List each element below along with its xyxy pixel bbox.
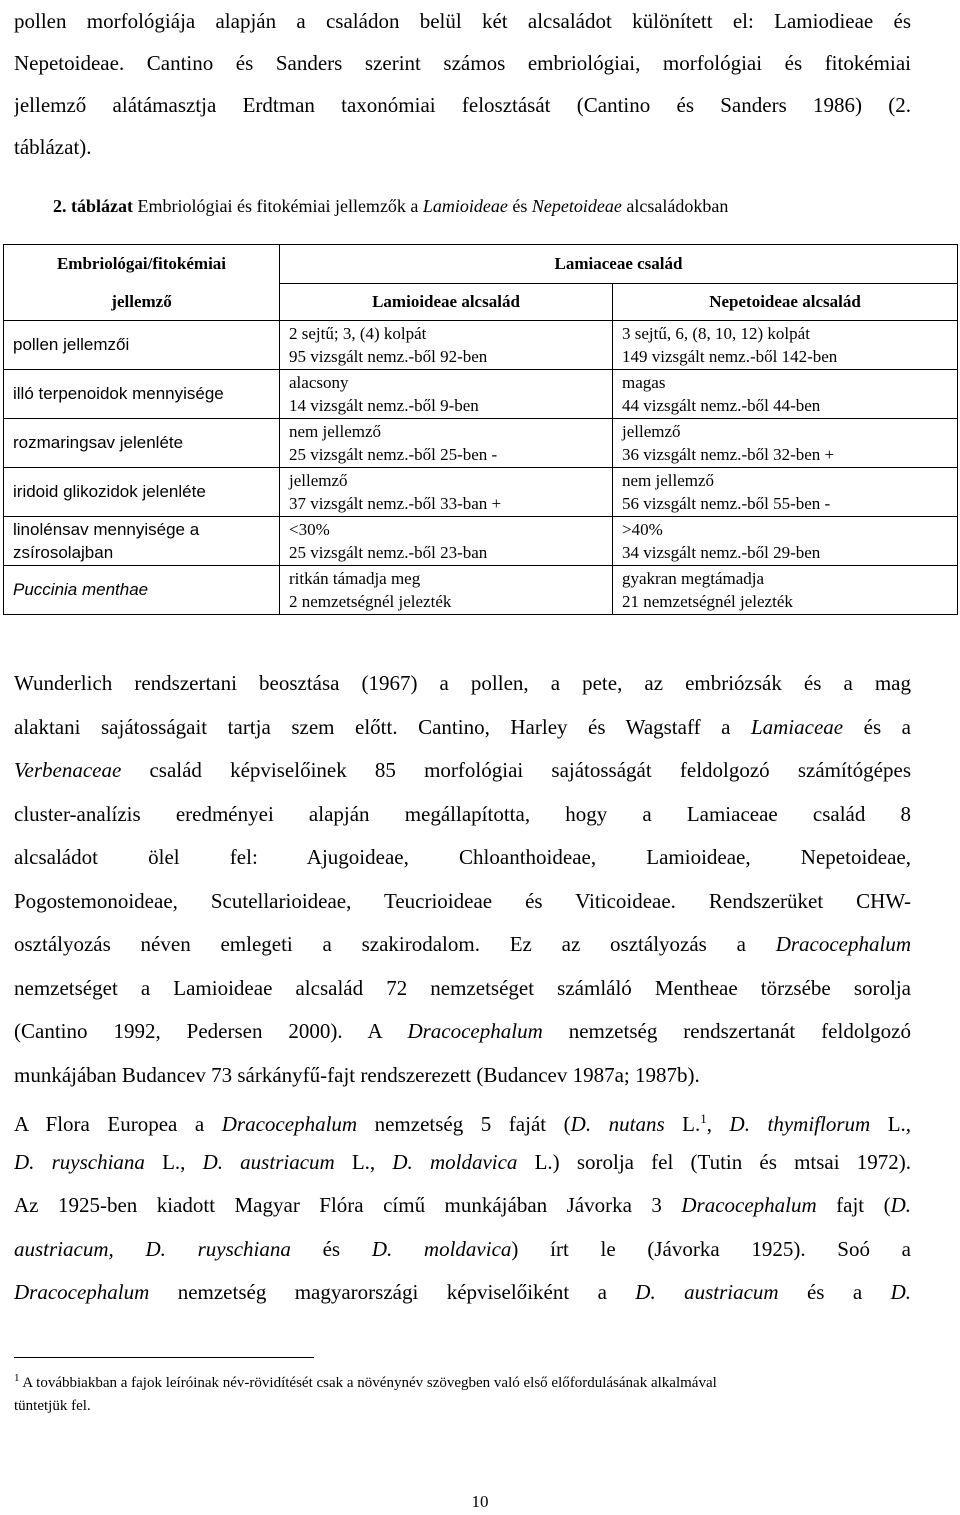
feature-cell: rozmaringsav jelenléte [4,419,280,468]
data-table [3,244,958,615]
nepetoideae-cell: >40% 34 vizsgált nemz.-ből 29-ben [613,517,958,566]
lamioideae-cell: 2 sejtű; 3, (4) kolpát 95 vizsgált nemz.-ből 92-ben [280,321,613,370]
column-header-feature: Embriológai/fitokémiai [4,245,280,284]
text-line: alaktani sajátosságait tartja szem előtt. Cantino, Harley és Wagstaff a Lamiaceae és a [14,714,911,739]
lamioideae-cell: <30% 25 vizsgált nemz.-ből 23-ban [280,517,613,566]
feature-cell: pollen jellemzői [4,321,280,370]
text-line: Nepetoideae. Cantino és Sanders szerint számos embriológiai, morfológiai és fitokémiai [14,51,911,75]
feature-cell: linolénsav mennyisége a zsírosolajban [4,517,280,566]
text-line: pollen morfológiája alapján a családon belül két alcsaládot különített el: Lamiodieae és [14,9,911,33]
text-line: Wunderlich rendszertani beosztása (1967) a pollen, a pete, az embriózsák és a mag [14,671,911,695]
lamioideae-cell: jellemző 37 vizsgált nemz.-ből 33-ban + [280,468,613,517]
caption-taxon: Nepetoideae [531,196,622,216]
text-line: Dracocephalum nemzetség magyarországi képviselőiként a D. austriacum és a D. [14,1280,911,1304]
caption-text: alcsaládokban [621,196,729,216]
text-line: austriacum, D. ruyschiana és D. moldavica) írt le (Jávorka 1925). Soó a [14,1236,911,1261]
caption-text: Embriológiai és fitokémiai jellemzők a [133,196,423,216]
feature-cell: iridoid glikozidok jelenléte [4,468,280,517]
table-row [4,517,958,566]
table-row [4,321,958,370]
column-header-nepetoideae: Nepetoideae alcsalád [613,284,958,321]
table-row [4,419,958,468]
text-line: nemzetséget a Lamioideae alcsalád 72 nemzetséget számláló Mentheae törzsébe sorolja [14,975,911,1000]
text-line: A Flora Europea a Dracocephalum nemzetség 5 faját (D. nutans L.$^1$, D. thymiflorum L., [14,1111,911,1136]
intro-paragraph [14,0,911,168]
text-line: Pogostemonoideae, Scutellarioideae, Teucrioideae és Viticoideae. Rendszerüket CHW- [14,888,911,913]
nepetoideae-cell: jellemző 36 vizsgált nemz.-ből 32-ben + [613,419,958,468]
page-number: 10 [471,1492,489,1511]
text-line: jellemző alátámasztja Erdtman taxonómiai felosztását (Cantino és Sanders 1986) (2. [14,93,911,117]
footnote-line: $^1$ A továbbiakban a fajok leíróinak név-rövidítését csak a növénynév szövegben való első előfordulásának alkalmával [14,1372,717,1391]
caption-text: és [507,196,532,216]
caption-taxon: Lamioideae [422,196,508,216]
main-paragraph [14,662,911,1315]
footnote-ref: 1 [700,1111,707,1126]
column-header-lamioideae: Lamioideae alcsalád [280,284,613,321]
text-line: Az 1925-ben kiadott Magyar Flóra című munkájában Jávorka 3 Dracocephalum fajt (D. [14,1193,911,1217]
text-line: D. ruyschiana L., D. austriacum L., D. moldavica L.) sorolja fel (Tutin és mtsai 1972). [14,1149,911,1174]
lamioideae-cell: nem jellemző 25 vizsgált nemz.-ből 25-ben - [280,419,613,468]
text-line: (Cantino 1992, Pedersen 2000). A Dracocephalum nemzetség rendszertanát feldolgozó [14,1019,911,1043]
table-row [4,468,958,517]
feature-cell: Puccinia menthae [4,566,280,615]
table-row [4,566,958,615]
nepetoideae-cell: nem jellemző 56 vizsgált nemz.-ből 55-ben - [613,468,958,517]
nepetoideae-cell: 3 sejtű, 6, (8, 10, 12) kolpát 149 vizsgált nemz.-ből 142-ben [613,321,958,370]
text-line: Verbenaceae család képviselőinek 85 morfológiai sajátosságát feldolgozó számítógépes [14,758,911,782]
nepetoideae-cell: magas 44 vizsgált nemz.-ből 44-ben [613,370,958,419]
nepetoideae-cell: gyakran megtámadja 21 nemzetségnél jelezték [613,566,958,615]
text-line: alcsaládot ölel fel: Ajugoideae, Chloanthoideae, Lamioideae, Nepetoideae, [14,845,911,869]
footnote-line: tüntetjük fel. [14,1398,91,1414]
caption-label: 2. táblázat [53,196,133,216]
lamioideae-cell: ritkán támadja meg 2 nemzetségnél jelezték [280,566,613,615]
footnote [14,1367,914,1418]
footnote-divider [14,1357,314,1358]
lamioideae-cell: alacsony 14 vizsgált nemz.-ből 9-ben [280,370,613,419]
footnote-mark: 1 [14,1372,20,1384]
text-line: táblázat). [14,135,92,159]
column-header-family: Lamiaceae család [280,245,958,284]
text-line: osztályozás néven emlegeti a szakirodalom. Ez az osztályozás a Dracocephalum [14,932,911,956]
column-header-feature-cont: jellemző [4,284,280,321]
text-line: cluster-analízis eredményei alapján megállapította, hogy a Lamiaceae család 8 [14,801,911,826]
text-line: munkájában Budancev 73 sárkányfű-fajt rendszerezett (Budancev 1987a; 1987b). [14,1062,700,1087]
table-caption [53,196,728,217]
table-row [4,370,958,419]
feature-cell: illó terpenoidok mennyisége [4,370,280,419]
